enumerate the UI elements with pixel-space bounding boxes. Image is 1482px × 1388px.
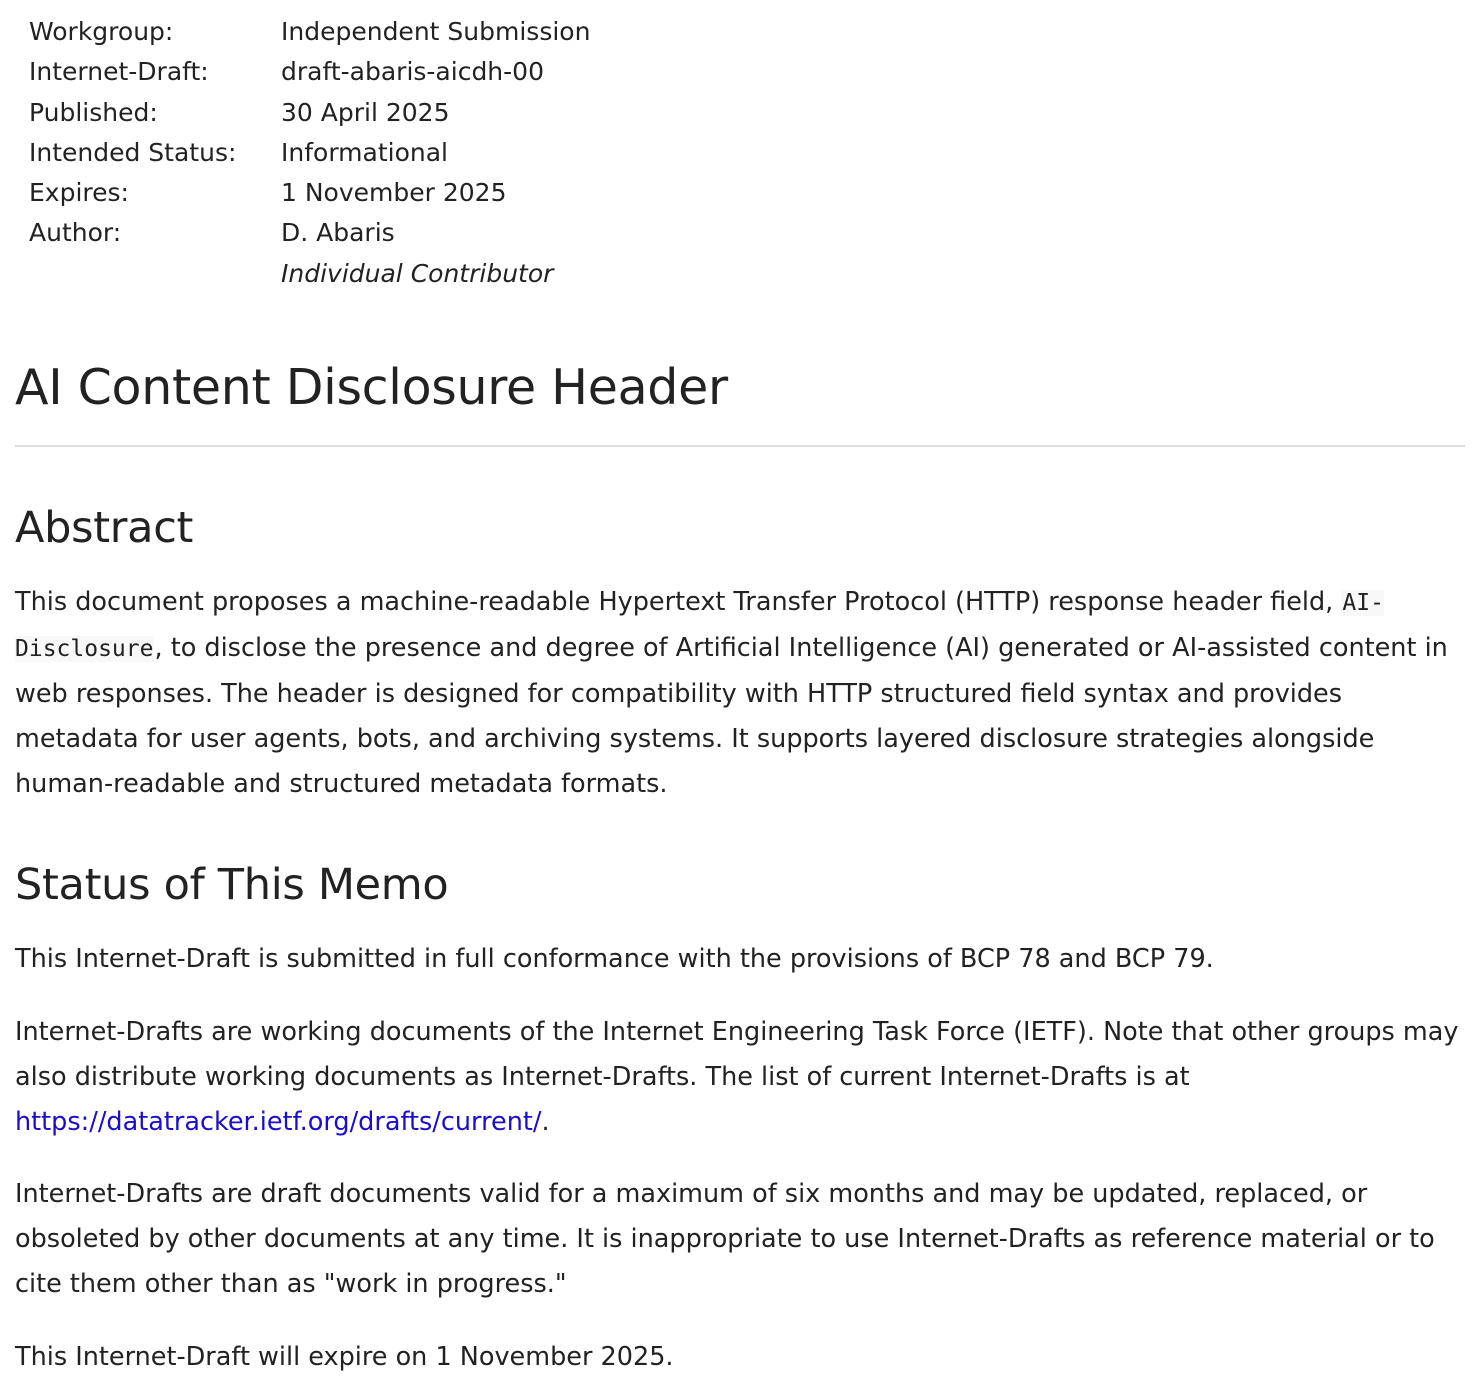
author-affiliation: Individual Contributor <box>281 258 554 288</box>
status-paragraph-1: This Internet-Draft is submitted in full conformance with the provisions of BCP 78 and BCP 79. <box>15 944 1214 974</box>
meta-row-affiliation <box>29 254 590 294</box>
meta-label: Expires: <box>29 178 129 208</box>
abstract-paragraph <box>15 580 1467 807</box>
meta-label: Published: <box>29 97 158 127</box>
status-paragraph-3: Internet-Drafts are draft documents valid for a maximum of six months and may be updated, replaced, or obsoleted by other documents at any time. It is inappropriate to use Internet-Drafts as reference material or to cite them other than as "work in progress." <box>15 1179 1435 1299</box>
meta-value: 30 April 2025 <box>281 97 450 127</box>
meta-label: Internet-Draft: <box>29 57 209 87</box>
meta-label: Intended Status: <box>29 137 237 167</box>
meta-label: Workgroup: <box>29 17 174 46</box>
document-metadata <box>29 12 590 294</box>
meta-value: Informational <box>281 137 448 167</box>
abstract-text-start: This document proposes a machine-readable Hypertext Transfer Protocol (HTTP) response header field, <box>15 587 1342 617</box>
meta-row-published <box>29 93 590 133</box>
status-paragraph-2-text: Internet-Drafts are working documents of the Internet Engineering Task Force (IETF). Note that other groups may also distribute working documents as Internet-Drafts. The list of current Internet-Drafts is at <box>15 1017 1459 1092</box>
meta-value: D. Abaris <box>281 218 395 248</box>
meta-row-expires <box>29 173 590 213</box>
document-title: AI Content Disclosure Header <box>15 359 728 416</box>
status-heading: Status of This Memo <box>15 860 449 910</box>
ai-disclosure-code: AI-Disclosure <box>15 590 1384 662</box>
meta-row-author <box>29 213 590 253</box>
title-divider <box>15 445 1465 447</box>
status-paragraph-2 <box>15 1010 1467 1145</box>
meta-label-empty <box>29 254 281 294</box>
meta-value: 1 November 2025 <box>281 178 507 208</box>
meta-row-intended-status <box>29 133 590 173</box>
meta-row-internet-draft <box>29 52 590 92</box>
meta-row-workgroup <box>29 12 590 52</box>
status-paragraph-2-end: . <box>541 1107 550 1137</box>
abstract-text-end: , to disclose the presence and degree of Artificial Intelligence (AI) generated or AI-assisted content in web responses. The header is designed for compatibility with HTTP structured field syntax and provides metadata for user agents, bots, and archiving systems. It supports layered disclosure strategies alongside human-readable and structured metadata formats. <box>15 633 1448 799</box>
abstract-heading: Abstract <box>15 503 194 553</box>
meta-value: draft-abaris-aicdh-00 <box>281 57 544 87</box>
current-drafts-link[interactable]: https://datatracker.ietf.org/drafts/current/ <box>15 1107 542 1137</box>
meta-label: Author: <box>29 218 122 248</box>
status-paragraph-4: This Internet-Draft will expire on 1 November 2025. <box>15 1342 674 1372</box>
meta-value: Independent Submission <box>281 17 591 46</box>
